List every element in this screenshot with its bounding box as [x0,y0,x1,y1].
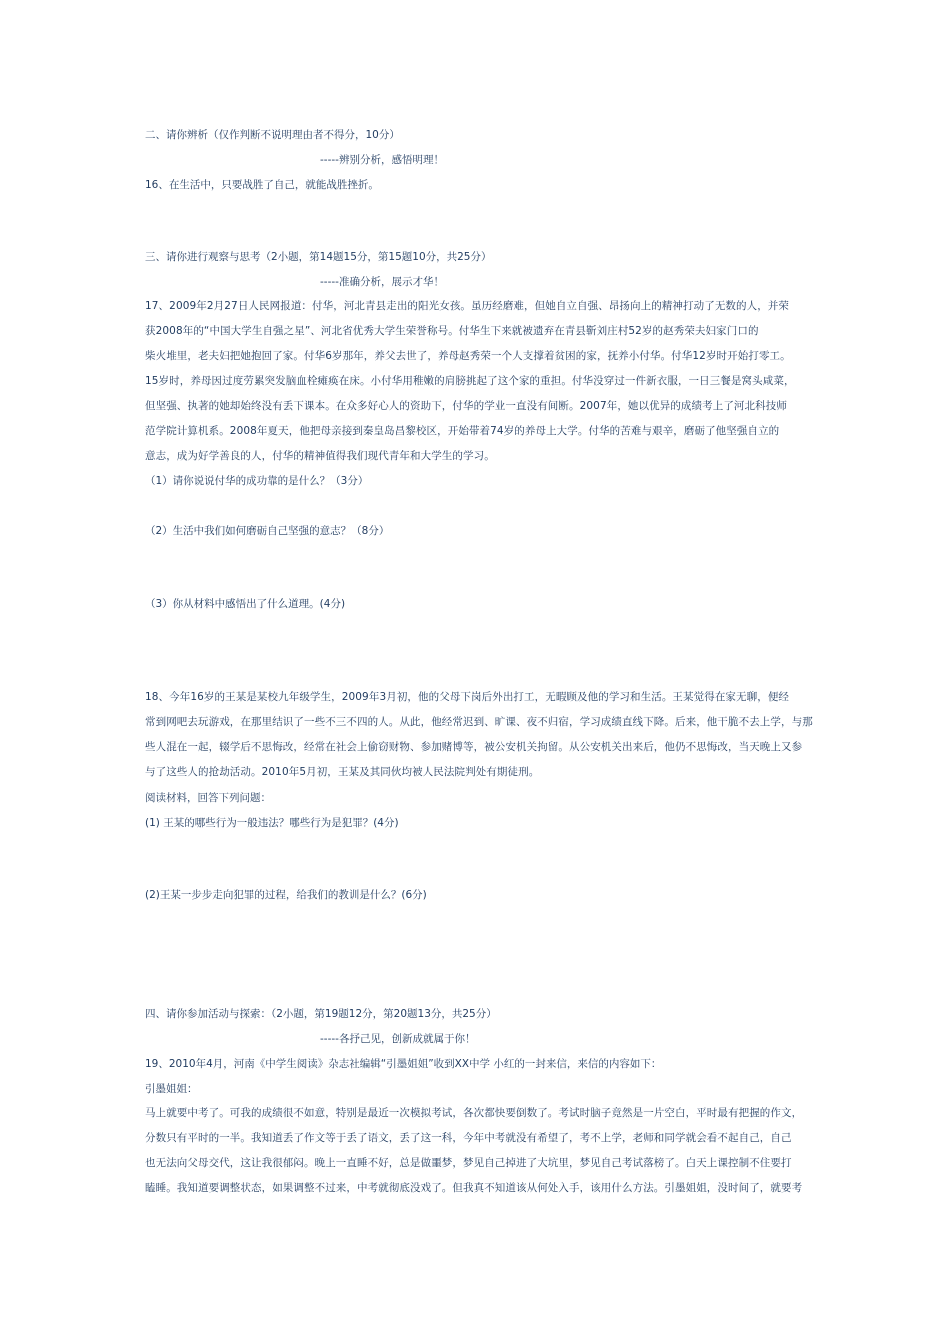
letter-salutation: 引墨姐姐： [145,1083,198,1095]
letter-line: 马上就要中考了。可我的成绩很不如意，特别是最近一次模拟考试，各次都快要倒数了。考试时脑子竟然是一片空白，平时最有把握的作文， [145,1107,803,1119]
question-18-prompt: 阅读材料，回答下列问题： [145,792,271,804]
material-line: 些人混在一起，辍学后不思悔改，经常在社会上偷窃财物、参加赌博等，被公安机关拘留。从公安机关出来后，他仍不思悔改，当天晚上又参 [145,741,803,753]
section-3-motto: -----准确分析，展示才华！ [320,276,444,288]
question-18-part-1: (1) 王某的哪些行为一般违法？哪些行为是犯罪？(4分) [145,817,399,829]
question-17-part-3: （3）你从材料中感悟出了什么道理。(4分) [145,598,346,610]
material-line: 获2008年的“中国大学生自强之星”、河北省优秀大学生荣誉称号。付华生下来就被遗弃在青县靳刘庄村52岁的赵秀荣夫妇家门口的 [145,325,759,337]
question-16: 16、在生活中，只要战胜了自己，就能战胜挫折。 [145,179,379,191]
question-18-material [145,685,813,785]
question-19-intro: 19、2010年4月，河南《中学生阅读》杂志社编辑“引墨姐姐”收到XX中学 小红的一封来信，来信的内容如下： [145,1058,662,1070]
letter-line: 分数只有平时的一半。我知道丢了作文等于丢了语文，丢了这一科，今年中考就没有希望了，考不上学，老师和同学就会看不起自己，自己 [145,1132,792,1144]
material-line: 18、今年16岁的王某是某校九年级学生，2009年3月初，他的父母下岗后外出打工，无暇顾及他的学习和生活。王某觉得在家无聊，便经 [145,691,790,703]
material-line: 17、2009年2月27日人民网报道：付华，河北青县走出的阳光女孩。虽历经磨难，但她自立自强、昂扬向上的精神打动了无数的人，并荣 [145,300,790,312]
section-2-motto: -----辨别分析，感悟明理！ [320,154,444,166]
letter-body [145,1101,813,1201]
material-line: 范学院计算机系。2008年夏天，他把母亲接到秦皇岛昌黎校区，开始带着74岁的养母上大学。付华的苦难与艰辛，磨砺了他坚强自立的 [145,425,780,437]
material-line: 意志，成为好学善良的人，付华的精神值得我们现代青年和大学生的学习。 [145,450,495,462]
letter-line: 瞌睡。我知道要调整状态，如果调整不过来，中考就彻底没戏了。但我真不知道该从何处入手，该用什么方法。引墨姐姐，没时间了，就要考 [145,1182,803,1194]
question-17-part-1: （1）请你说说付华的成功靠的是什么？（3分） [145,475,369,487]
material-line: 常到网吧去玩游戏，在那里结识了一些不三不四的人。从此，他经常迟到、旷课、夜不归宿，学习成绩直线下降。后来，他干脆不去上学，与那 [145,716,813,728]
material-line: 柴火堆里，老夫妇把她抱回了家。付华6岁那年，养父去世了，养母赵秀荣一个人支撑着贫困的家，抚养小付华。付华12岁时开始打零工。 [145,350,791,362]
letter-line: 也无法向父母交代，这让我很郁闷。晚上一直睡不好，总是做噩梦，梦见自己掉进了大坑里，梦见自己考试落榜了。白天上课控制不住要打 [145,1157,792,1169]
question-17-part-2: （2）生活中我们如何磨砺自己坚强的意志？（8分） [145,525,390,537]
section-2-heading: 二、请你辨析（仅作判断不说明理由者不得分，10分） [145,129,400,141]
material-line: 15岁时，养母因过度劳累突发脑血栓瘫痪在床。小付华用稚嫩的肩膀挑起了这个家的重担。付华没穿过一件新衣服，一日三餐是窝头咸菜， [145,375,795,387]
section-4-heading: 四、请你参加活动与探索：（2小题，第19题12分，第20题13分，共25分） [145,1008,497,1020]
material-line: 但坚强、执著的她却始终没有丢下课本。在众多好心人的资助下，付华的学业一直没有间断。2007年，她以优异的成绩考上了河北科技师 [145,400,787,412]
material-line: 与了这些人的抢劫活动。2010年5月初，王某及其同伙均被人民法院判处有期徒刑。 [145,766,540,778]
section-4-motto: -----各抒己见，创新成就属于你！ [320,1033,476,1045]
section-3-heading: 三、请你进行观察与思考（2小题，第14题15分，第15题10分，共25分） [145,251,492,263]
question-18-part-2: (2)王某一步步走向犯罪的过程，给我们的教训是什么？(6分) [145,889,427,901]
question-17-material [145,294,813,469]
